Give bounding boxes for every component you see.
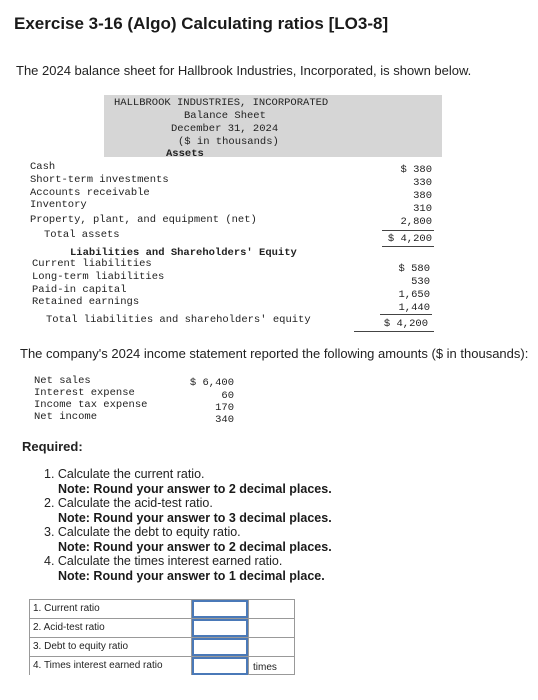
income-label: Income tax expense bbox=[34, 399, 148, 411]
asset-value: $ 380 bbox=[400, 164, 432, 176]
liability-label: Paid-in capital bbox=[32, 284, 127, 296]
current-ratio-input[interactable] bbox=[192, 600, 248, 618]
subtotal-rule bbox=[382, 230, 434, 231]
total-liabilities-value: $ 4,200 bbox=[383, 318, 428, 330]
company-name: HALLBROOK INDUSTRIES, INCORPORATED bbox=[114, 97, 329, 109]
required-item: 4. Calculate the times interest earned ratio. bbox=[44, 554, 283, 568]
liability-label: Retained earnings bbox=[32, 296, 140, 308]
total-rule bbox=[354, 331, 434, 332]
asset-label: Inventory bbox=[30, 199, 87, 211]
asset-label: Property, plant, and equipment (net) bbox=[30, 214, 257, 226]
total-assets-value: $ 4,200 bbox=[387, 233, 432, 245]
liability-value: $ 580 bbox=[398, 263, 430, 275]
required-note: Note: Round your answer to 2 decimal places. bbox=[58, 540, 332, 554]
required-item: 1. Calculate the current ratio. bbox=[44, 467, 205, 481]
asset-value: 330 bbox=[413, 177, 432, 189]
answer-label: 3. Debt to equity ratio bbox=[30, 638, 192, 656]
liability-value: 1,650 bbox=[398, 289, 430, 301]
answer-unit bbox=[248, 600, 294, 618]
total-rule bbox=[382, 246, 434, 247]
answer-label: 2. Acid-test ratio bbox=[30, 619, 192, 637]
debt-to-equity-input[interactable] bbox=[192, 638, 248, 656]
income-value: $ 6,400 bbox=[189, 377, 234, 389]
answer-label: 4. Times interest earned ratio bbox=[30, 657, 192, 675]
asset-value: 2,800 bbox=[400, 216, 432, 228]
intro-text: The 2024 balance sheet for Hallbrook Industries, Incorporated, is shown below. bbox=[16, 63, 472, 78]
total-assets-label: Total assets bbox=[44, 229, 120, 241]
asset-label: Accounts receivable bbox=[30, 187, 150, 199]
acid-test-ratio-input[interactable] bbox=[192, 619, 248, 637]
total-liabilities-label: Total liabilities and shareholders' equity bbox=[46, 314, 311, 326]
required-item: 2. Calculate the acid-test ratio. bbox=[44, 496, 213, 510]
subtotal-rule bbox=[380, 314, 432, 315]
required-note: Note: Round your answer to 2 decimal places. bbox=[58, 482, 332, 496]
answer-row bbox=[30, 638, 294, 657]
income-value: 340 bbox=[215, 414, 234, 426]
income-label: Interest expense bbox=[34, 387, 135, 399]
liability-label: Current liabilities bbox=[32, 258, 152, 270]
answer-table bbox=[29, 599, 295, 675]
liability-label: Long-term liabilities bbox=[32, 271, 165, 283]
answer-row bbox=[30, 657, 294, 676]
answer-unit bbox=[248, 619, 294, 637]
income-value: 170 bbox=[215, 402, 234, 414]
answer-unit bbox=[248, 638, 294, 656]
asset-label: Short-term investments bbox=[30, 174, 169, 186]
liability-value: 530 bbox=[411, 276, 430, 288]
income-label: Net sales bbox=[34, 375, 91, 387]
required-item: 3. Calculate the debt to equity ratio. bbox=[44, 525, 241, 539]
times-interest-earned-input[interactable] bbox=[192, 657, 248, 675]
answer-label: 1. Current ratio bbox=[30, 600, 192, 618]
answer-row bbox=[30, 619, 294, 638]
required-note: Note: Round your answer to 1 decimal place. bbox=[58, 569, 325, 583]
assets-heading: Assets bbox=[166, 148, 204, 160]
income-value: 60 bbox=[221, 390, 234, 402]
income-intro-text: The company's 2024 income statement reported the following amounts ($ in thousands): bbox=[20, 346, 529, 361]
asset-value: 310 bbox=[413, 203, 432, 215]
required-note: Note: Round your answer to 3 decimal places. bbox=[58, 511, 332, 525]
statement-units: ($ in thousands) bbox=[178, 136, 279, 148]
statement-name: Balance Sheet bbox=[184, 110, 266, 122]
statement-date: December 31, 2024 bbox=[171, 123, 279, 135]
answer-row bbox=[30, 600, 294, 619]
income-label: Net income bbox=[34, 411, 98, 423]
page-title: Exercise 3-16 (Algo) Calculating ratios [LO3-8] bbox=[14, 14, 389, 33]
answer-unit: times bbox=[248, 657, 294, 675]
required-heading: Required: bbox=[22, 439, 83, 454]
asset-value: 380 bbox=[413, 190, 432, 202]
asset-label: Cash bbox=[30, 161, 56, 173]
balance-sheet-header bbox=[104, 95, 442, 157]
liabilities-heading: Liabilities and Shareholders' Equity bbox=[70, 247, 297, 259]
liability-value: 1,440 bbox=[398, 302, 430, 314]
